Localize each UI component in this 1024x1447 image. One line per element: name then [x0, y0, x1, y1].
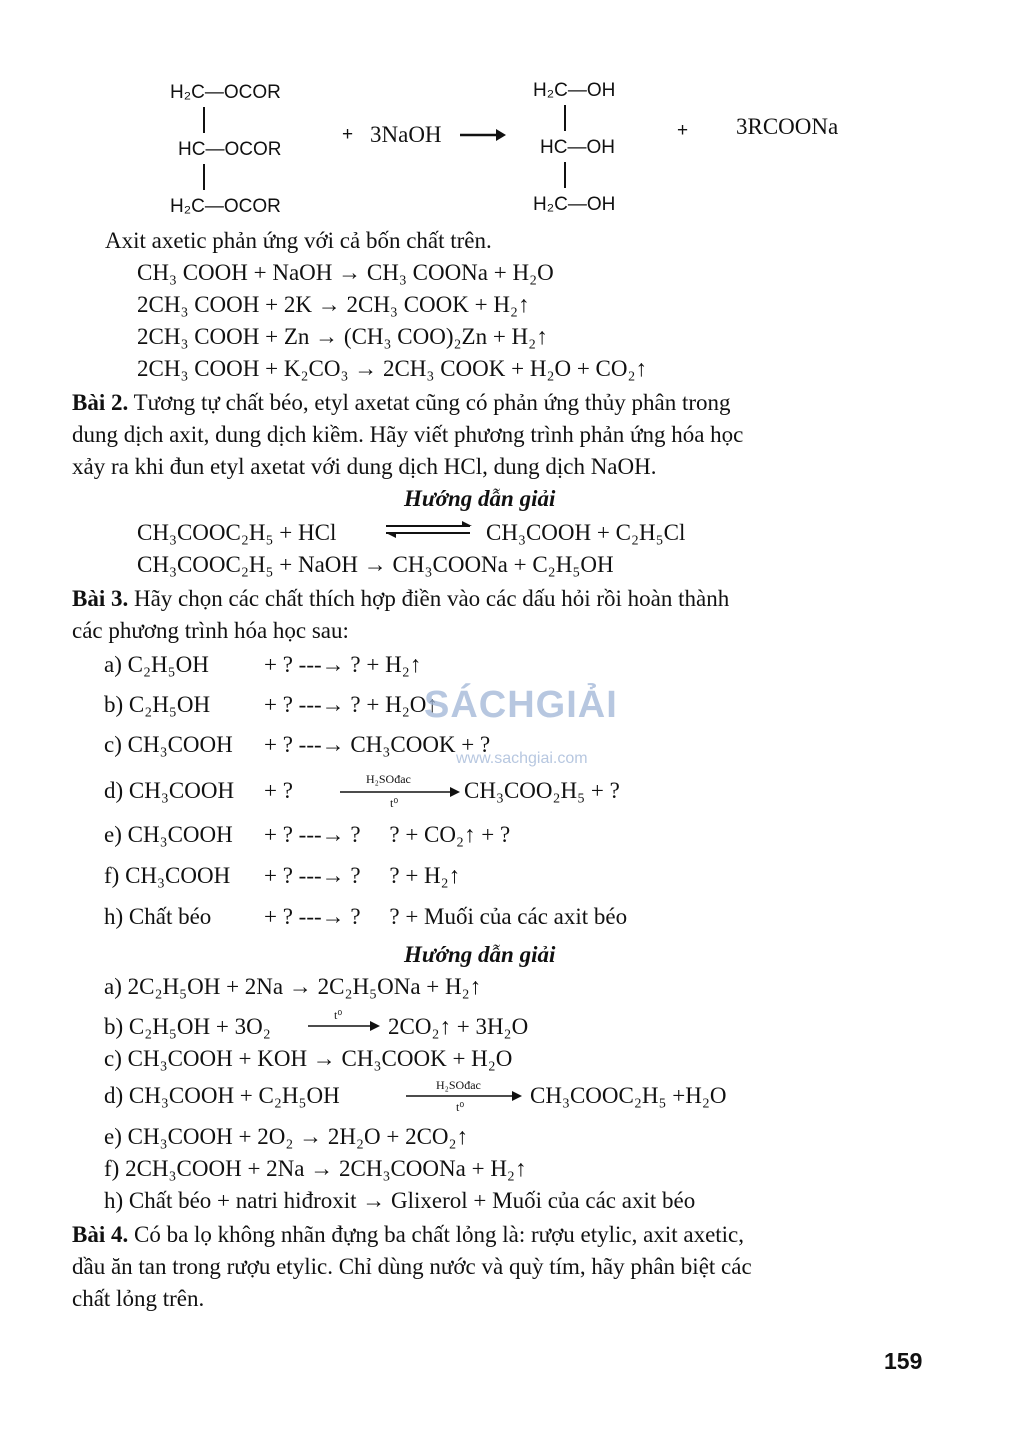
question-e-lhs: e) CH₃COOH — [104, 822, 233, 847]
bond-line — [564, 105, 566, 131]
bai2-line-3: xảy ra khi đun etyl axetat với dung dịch HCl, dung dịch NaOH. — [72, 454, 657, 479]
watermark-logo: SÁCHGIẢI — [424, 684, 618, 726]
eq-rhs: CH₃ COONa + H₂O — [366, 260, 554, 285]
answer-c: c) CH₃COOH + KOH → CH₃COOK + H₂O — [104, 1046, 513, 1071]
bai4-line-3: chất lỏng trên. — [72, 1286, 205, 1311]
condition-arrow — [308, 1020, 380, 1032]
eq-lhs: 2CH₃ COOH + K₂CO₃ — [137, 356, 349, 381]
eq-lhs: CH₃ COOH + NaOH — [137, 260, 333, 285]
reactant-line-2: HC—OCOR — [178, 139, 282, 160]
question-c-rhs: + ? ---→ CH₃COOK + ? — [264, 732, 491, 757]
answer-d-rhs: CH₃COOC₂H₅ +H₂O — [530, 1083, 727, 1108]
reactant-line-3: H₂C—OCOR — [170, 196, 281, 217]
equation: 2CH₃ COOH + K₂CO₃ → 2CH₃ COOK + H₂O + CO₂↑ — [137, 356, 648, 381]
question-h-rhs: + ? ---→ ? ? + Muối của các axit béo — [264, 904, 628, 929]
plus-sign: + — [342, 124, 354, 145]
eq-rhs: (CH₃ COO)₂Zn + H₂↑ — [343, 324, 548, 349]
equilibrium-arrow — [384, 520, 474, 540]
paragraph-text: Có ba lọ không nhãn đựng ba chất lỏng là: rượu etylic, axit axetic, — [133, 1222, 745, 1247]
eq-rhs: 2CH₃ COOK + H₂↑ — [346, 292, 530, 317]
equation-lhs: CH₃COOC₂H₅ + HCl — [137, 520, 337, 545]
question-c-lhs: c) CH₃COOH — [104, 732, 233, 757]
question-b-rhs: + ? ---→ ? + H₂O↑ — [264, 692, 438, 717]
bai3-line-1 — [72, 584, 729, 614]
bai3-line-2: các phương trình hóa học sau: — [72, 618, 349, 643]
answer-h: h) Chất béo + natri hiđroxit → Glixerol + Muối của các axit béo — [104, 1188, 696, 1213]
reaction-arrow — [460, 128, 506, 142]
arrow-condition: t⁰ — [334, 1008, 343, 1022]
answer-d-lhs: d) CH₃COOH + C₂H₅OH — [104, 1083, 340, 1108]
reagent: 3NaOH — [370, 122, 442, 147]
bond-line — [564, 162, 566, 188]
eq-lhs: 2CH₃ COOH + 2K — [137, 292, 312, 317]
arrow-condition-bottom: t⁰ — [390, 796, 399, 810]
answer-b-lhs: b) C₂H₅OH + 3O₂ — [104, 1014, 271, 1039]
paragraph-text: Tương tự chất béo, etyl axetat cũng có phản ứng thủy phân trong — [133, 390, 731, 415]
exercise-label: Bài 2. — [72, 390, 129, 415]
question-a-lhs: a) C₂H₅OH — [104, 652, 209, 677]
bai2-line-2: dung dịch axit, dung dịch kiềm. Hãy viết phương trình phản ứng hóa học — [72, 422, 744, 447]
product-line-3: H₂C—OH — [533, 194, 616, 215]
eq-rhs: 2CH₃ COOK + H₂O + CO₂↑ — [382, 356, 648, 381]
question-e-rhs: + ? ---→ ? ? + CO₂↑ + ? — [264, 822, 511, 847]
question-d-mid: + ? — [264, 778, 293, 803]
solution-heading: Hướng dẫn giải — [404, 942, 556, 967]
equation: CH₃ COOH + NaOH → CH₃ COONa + H₂O — [137, 260, 554, 285]
answer-f: f) 2CH₃COOH + 2Na → 2CH₃COONa + H₂↑ — [104, 1156, 527, 1181]
plus-sign: + — [677, 120, 689, 141]
question-a-rhs: + ? ---→ ? + H₂↑ — [264, 652, 422, 677]
bai2-line-1 — [72, 388, 731, 418]
exercise-label: Bài 4. — [72, 1222, 129, 1247]
condition-arrow — [340, 786, 460, 798]
intro-text: Axit axetic phản ứng với cả bốn chất trên. — [105, 228, 492, 253]
eq-lhs: 2CH₃ COOH + Zn — [137, 324, 310, 349]
watermark-url: www.sachgiai.com — [456, 750, 588, 767]
equation: CH₃COOC₂H₅ + NaOH → CH₃COONa + C₂H₅OH — [137, 552, 614, 577]
bond-line — [203, 107, 205, 133]
question-f-lhs: f) CH₃COOH — [104, 863, 231, 888]
arrow-condition-top: H₂SOđac — [366, 772, 411, 786]
bond-line — [203, 164, 205, 190]
question-d-lhs: d) CH₃COOH — [104, 778, 235, 803]
paragraph-text: Hãy chọn các chất thích hợp điền vào các dấu hỏi rồi hoàn thành — [133, 586, 730, 611]
page-number: 159 — [884, 1348, 923, 1374]
product-salt: 3RCOONa — [736, 114, 839, 139]
reactant-line-1: H₂C—OCOR — [170, 82, 281, 103]
bai4-line-1 — [72, 1220, 744, 1250]
equation: 2CH₃ COOH + 2K → 2CH₃ COOK + H₂↑ — [137, 292, 530, 317]
arrow-condition-top: H₂SOđac — [436, 1078, 481, 1092]
question-f-rhs: + ? ---→ ? ? + H₂↑ — [264, 863, 461, 888]
question-h-lhs: h) Chất béo — [104, 904, 212, 929]
arrow-condition-bottom: t⁰ — [456, 1100, 465, 1114]
equation: 2CH₃ COOH + Zn → (CH₃ COO)₂Zn + H₂↑ — [137, 324, 548, 349]
exercise-label: Bài 3. — [72, 586, 129, 611]
answer-e: e) CH₃COOH + 2O₂ → 2H₂O + 2CO₂↑ — [104, 1124, 469, 1149]
product-line-2: HC—OH — [540, 137, 615, 158]
product-line-1: H₂C—OH — [533, 80, 616, 101]
equation-rhs: CH₃COOH + C₂H₅Cl — [486, 520, 686, 545]
answer-b-rhs: 2CO₂↑ + 3H₂O — [388, 1014, 529, 1039]
answer-a: a) 2C₂H₅OH + 2Na → 2C₂H₅ONa + H₂↑ — [104, 974, 482, 999]
question-d-rhs: CH₃COO₂H₅ + ? — [464, 778, 620, 803]
question-b-lhs: b) C₂H₅OH — [104, 692, 211, 717]
bai4-line-2: dầu ăn tan trong rượu etylic. Chỉ dùng nước và quỳ tím, hãy phân biệt các — [72, 1254, 752, 1279]
solution-heading: Hướng dẫn giải — [404, 486, 556, 511]
